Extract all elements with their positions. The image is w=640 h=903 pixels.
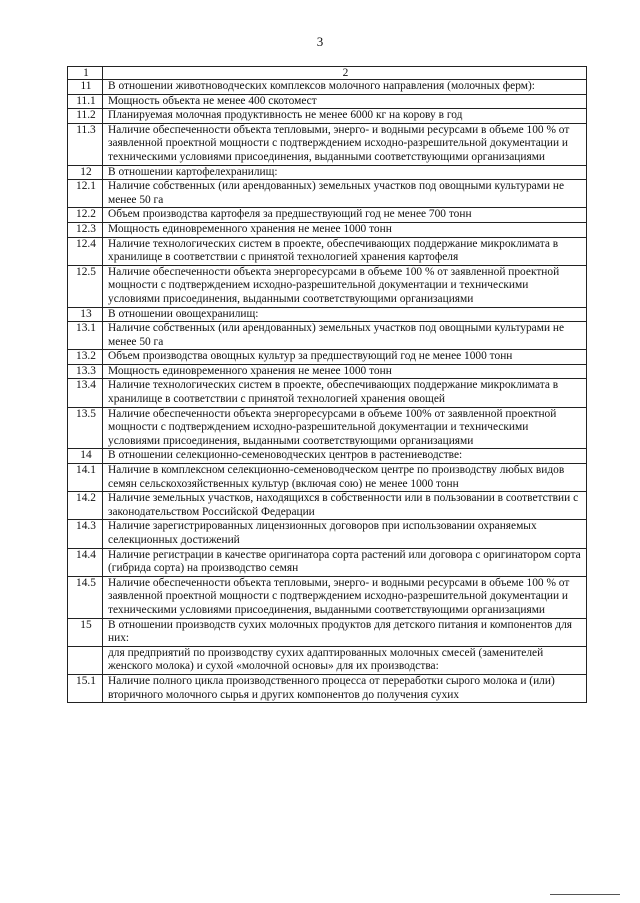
table-row [68, 379, 587, 407]
row-text: Наличие собственных (или арендованных) земельных участков под овощными культурами не менее 50 га [103, 180, 587, 208]
row-number: 11 [68, 80, 103, 95]
row-number: 14.5 [68, 576, 103, 618]
row-number: 11.1 [68, 94, 103, 109]
row-text: В отношении селекционно-семеноводческих центров в растениеводстве: [103, 449, 587, 464]
row-number: 13.5 [68, 407, 103, 449]
row-number: 14.4 [68, 548, 103, 576]
footer-rule [550, 894, 620, 895]
row-text: Мощность единовременного хранения не менее 1000 тонн [103, 364, 587, 379]
row-number: 12 [68, 165, 103, 180]
row-text: Мощность единовременного хранения не менее 1000 тонн [103, 222, 587, 237]
row-number: 12.4 [68, 237, 103, 265]
row-number: 14 [68, 449, 103, 464]
table-row [68, 492, 587, 520]
row-number: 14.2 [68, 492, 103, 520]
row-text: Наличие полного цикла производственного процесса от переработки сырого молока и (или) вторичного молочного сырья и других компонентов до получения сухих [103, 674, 587, 702]
table-row [68, 520, 587, 548]
row-text: Наличие зарегистрированных лицензионных договоров при использовании охраняемых селекционных достижений [103, 520, 587, 548]
table-row [68, 208, 587, 223]
row-text: для предприятий по производству сухих адаптированных молочных смесей (заменителей женского молока) и сухой «молочной основы» для их производства: [103, 646, 587, 674]
row-text: Наличие обеспеченности объекта тепловыми, энерго- и водными ресурсами в объеме 100 % от заявленной проектной мощности с подтверждением исходно-разрешительной документации и техническими условиями присоединения, выданными соответствующими организациями [103, 576, 587, 618]
table-row [68, 548, 587, 576]
table-row [68, 449, 587, 464]
row-number: 12.5 [68, 265, 103, 307]
table-row [68, 94, 587, 109]
table-row [68, 576, 587, 618]
header-col-text: 2 [103, 67, 587, 80]
table-row [68, 165, 587, 180]
table-row [68, 407, 587, 449]
row-text: Мощность объекта не менее 400 скотомест [103, 94, 587, 109]
row-text: Объем производства овощных культур за предшествующий год не менее 1000 тонн [103, 350, 587, 365]
row-text: В отношении производств сухих молочных продуктов для детского питания и компонентов для них: [103, 618, 587, 646]
row-text: В отношении овощехранилищ: [103, 307, 587, 322]
table-row [68, 265, 587, 307]
table-row [68, 646, 587, 674]
row-text: Наличие обеспеченности объекта тепловыми, энерго- и водными ресурсами в объеме 100 % от заявленной проектной мощности с подтверждением исходно-разрешительной документации и техническими условиями присоединения, выданными соответствующими организациями [103, 123, 587, 165]
row-number [68, 646, 103, 674]
row-text: Наличие технологических систем в проекте, обеспечивающих поддержание микроклимата в хранилище в соответствии с принятой технологией хранения картофеля [103, 237, 587, 265]
header-col-number: 1 [68, 67, 103, 80]
row-number: 13.1 [68, 322, 103, 350]
row-number: 13.3 [68, 364, 103, 379]
table-row [68, 307, 587, 322]
table-row [68, 237, 587, 265]
table-row [68, 350, 587, 365]
table-row [68, 322, 587, 350]
row-number: 12.2 [68, 208, 103, 223]
row-text: В отношении животноводческих комплексов молочного направления (молочных ферм): [103, 80, 587, 95]
row-text: Наличие регистрации в качестве оригинатора сорта растений или договора с оригинатором сорта (гибрида сорта) на производство семян [103, 548, 587, 576]
row-text: Планируемая молочная продуктивность не менее 6000 кг на корову в год [103, 109, 587, 124]
row-number: 13 [68, 307, 103, 322]
row-text: Наличие технологических систем в проекте, обеспечивающих поддержание микроклимата в хранилище в соответствии с принятой технологией хранения овощей [103, 379, 587, 407]
row-number: 13.4 [68, 379, 103, 407]
table-row [68, 618, 587, 646]
row-number: 12.1 [68, 180, 103, 208]
row-text: Наличие в комплексном селекционно-семеноводческом центре по производству любых видов семян сельскохозяйственных культур (включая сою) не менее 1000 тонн [103, 464, 587, 492]
table-row [68, 109, 587, 124]
row-number: 15 [68, 618, 103, 646]
row-number: 15.1 [68, 674, 103, 702]
row-number: 12.3 [68, 222, 103, 237]
table-row [68, 180, 587, 208]
table-row [68, 464, 587, 492]
row-number: 11.3 [68, 123, 103, 165]
table-row [68, 123, 587, 165]
row-number: 14.1 [68, 464, 103, 492]
table-body [68, 80, 587, 703]
page-number: 3 [316, 34, 324, 49]
row-number: 13.2 [68, 350, 103, 365]
row-text: Наличие земельных участков, находящихся в собственности или в пользовании в соответствии с законодательством Российской Федерации [103, 492, 587, 520]
row-number: 11.2 [68, 109, 103, 124]
table-row [68, 80, 587, 95]
row-number: 14.3 [68, 520, 103, 548]
row-text: Наличие обеспеченности объекта энергоресурсами в объеме 100 % от заявленной проектной мощности с подтверждением исходно-разрешительной документации и техническими условиями присоединения, выданными соответствующими организациями [103, 265, 587, 307]
table-row [68, 222, 587, 237]
row-text: Наличие собственных (или арендованных) земельных участков под овощными культурами не менее 50 га [103, 322, 587, 350]
row-text: Наличие обеспеченности объекта энергоресурсами в объеме 100% от заявленной проектной мощности с подтверждением исходно-разрешительной документации и техническими условиями присоединения, выданными соответствующими организациями [103, 407, 587, 449]
table-row [68, 364, 587, 379]
row-text: Объем производства картофеля за предшествующий год не менее 700 тонн [103, 208, 587, 223]
table-row [68, 674, 587, 702]
criteria-table [67, 66, 587, 703]
table-header-row [68, 67, 587, 80]
row-text: В отношении картофелехранилищ: [103, 165, 587, 180]
